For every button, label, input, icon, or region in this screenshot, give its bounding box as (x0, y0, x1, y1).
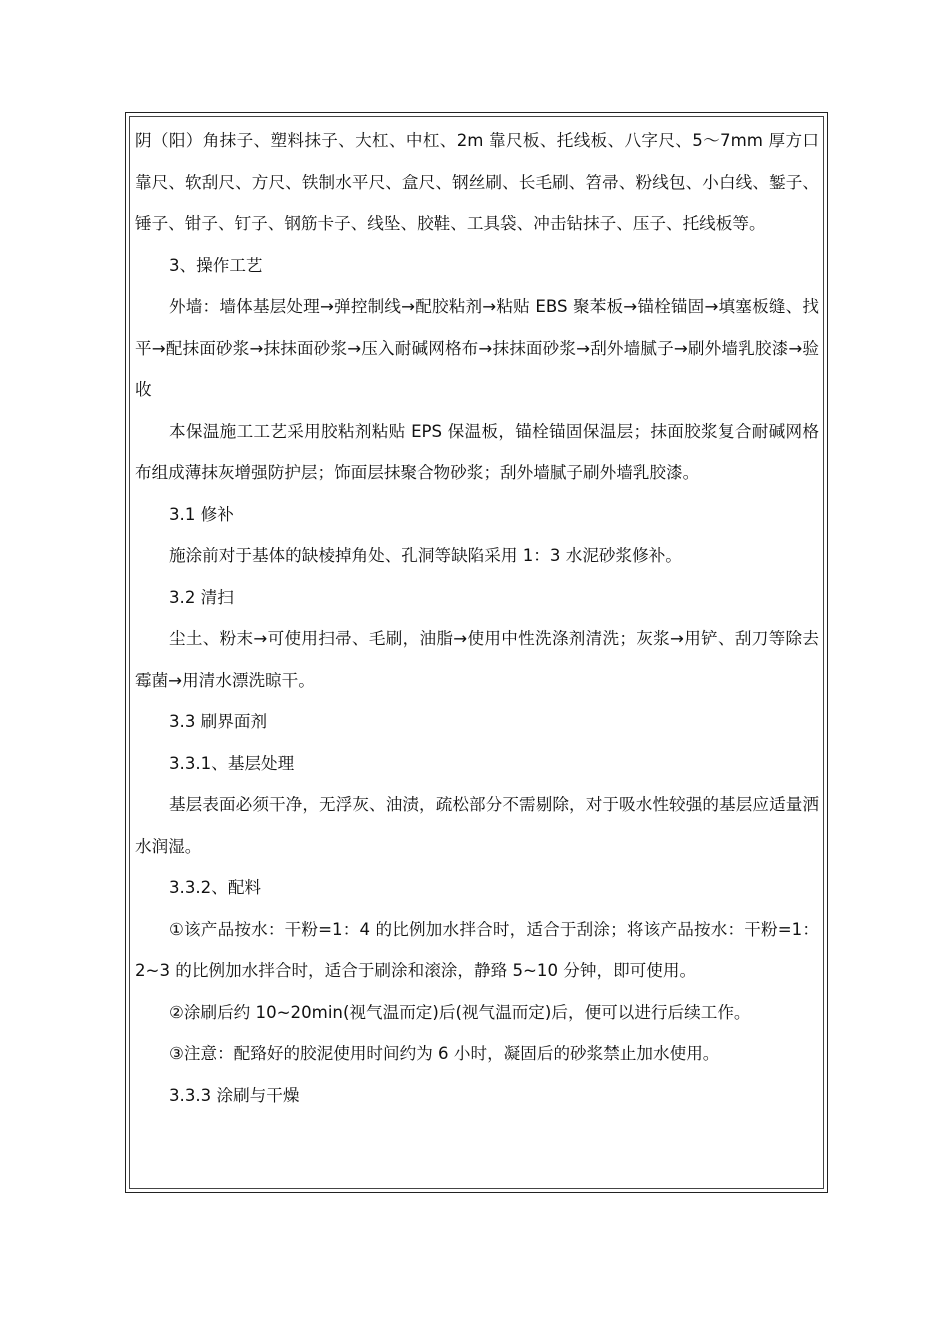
paragraph-base-treatment: 基层表面必须干净，无浮灰、油渍，疏松部分不需剔除，对于吸水性较强的基层应适量洒水润湿。 (135, 795, 819, 856)
heading-repair: 3.1 修补 (169, 504, 234, 524)
paragraph-tools-list: 阴（阳）角抹子、塑料抹子、大杠、中杠、2m 靠尺板、托线板、八字尺、5～7mm 厚方口靠尺、软刮尺、方尺、铁制水平尺、盒尺、钢丝刷、长毛刷、笤帚、粉线包、小白线、錾子、锤子、钳子、钉子、钢筋卡子、线坠、胶鞋、工具袋、冲击钻抹子、压子、托线板等。 (135, 131, 819, 233)
heading-painting-drying: 3.3.3 涂刷与干燥 (169, 1085, 300, 1105)
heading-operation-process: 3、操作工艺 (169, 255, 263, 275)
document-body (135, 120, 819, 1116)
paragraph-mixing-2: ②涂刷后约 10~20min(视气温而定)后(视气温而定)后，便可以进行后续工作。 (169, 1002, 751, 1022)
heading-interface-agent: 3.3 刷界面剂 (169, 712, 268, 731)
heading-cleaning: 3.2 清扫 (169, 587, 234, 607)
heading-base-treatment: 3.3.1、基层处理 (169, 753, 295, 773)
paragraph-cleaning: 尘土、粉末→可使用扫帚、毛刷，油脂→使用中性洗涤剂清洗；灰浆→用铲、刮刀等除去霉菌→用清水漂洗晾干。 (135, 629, 819, 690)
paragraph-mixing-1: ①该产品按水：干粉=1：4 的比例加水拌合时，适合于刮涂；将该产品按水：干粉=1：2~3 的比例加水拌合时，适合于刷涂和滚涂，静臵 5~10 分钟，即可使用。 (135, 919, 819, 980)
paragraph-insulation-process: 本保温施工工艺采用胶粘剂粘贴 EPS 保温板，锚栓锚固保温层；抹面胶浆复合耐碱网格布组成薄抹灰增强防护层；饰面层抹聚合物砂浆；刮外墙腻子刷外墙乳胶漆。 (135, 421, 819, 482)
paragraph-repair: 施涂前对于基体的缺棱掉角处、孔洞等缺陷采用 1：3 水泥砂浆修补。 (169, 546, 682, 565)
paragraph-exterior-wall-process: 外墙：墙体基层处理→弹控制线→配胶粘剂→粘贴 EBS 聚苯板→锚栓锚固→填塞板缝、找平→配抹面砂浆→抹抹面砂浆→压入耐碱网格布→抹抹面砂浆→刮外墙腻子→刷外墙乳胶漆→验收 (135, 297, 819, 399)
paragraph-mixing-3: ③注意：配臵好的胶泥使用时间约为 6 小时，凝固后的砂浆禁止加水使用。 (169, 1044, 720, 1063)
heading-mixing: 3.3.2、配料 (169, 878, 262, 897)
